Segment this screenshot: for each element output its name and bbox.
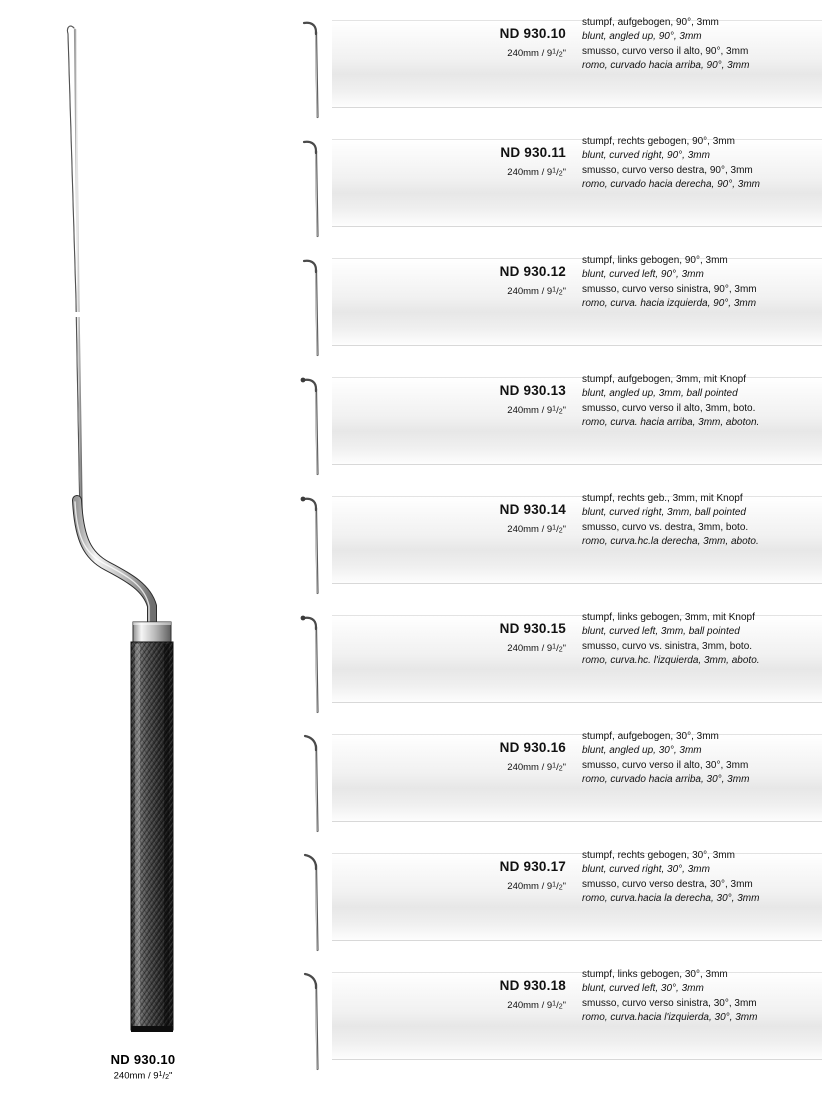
product-length: $240mm / 9^1/2$" xyxy=(507,762,566,773)
product-description xyxy=(582,611,812,669)
catalog-row xyxy=(286,361,826,492)
description-de: stumpf, links gebogen, 30°, 3mm xyxy=(582,969,728,980)
product-description xyxy=(582,730,812,788)
description-es: romo, curva.hc.la derecha, 3mm, aboto. xyxy=(582,536,759,548)
product-code: ND 930.10 xyxy=(499,26,566,41)
hero-instrument-drawing xyxy=(0,0,286,1101)
description-es: romo, curvado hacia arriba, 90°, 3mm xyxy=(582,60,750,72)
description-es: romo, curva. hacia izquierda, 90°, 3mm xyxy=(582,298,757,310)
description-de: stumpf, rechts geb., 3mm, mit Knopf xyxy=(582,493,743,504)
product-description xyxy=(582,968,812,1026)
description-en: blunt, curved left, 90°, 3mm xyxy=(582,269,704,281)
catalog-row xyxy=(286,837,826,968)
catalog-list xyxy=(286,0,826,1101)
product-description xyxy=(582,492,812,550)
description-it: smusso, curvo verso il alto, 90°, 3mm xyxy=(582,45,749,57)
hero-code: ND 930.10 xyxy=(110,1052,176,1067)
description-en: blunt, curved right, 3mm, ball pointed xyxy=(582,507,746,519)
product-code: ND 930.17 xyxy=(499,859,566,874)
product-description xyxy=(582,373,812,431)
catalog-row xyxy=(286,718,826,849)
product-code: ND 930.15 xyxy=(499,621,566,636)
description-it: smusso, curvo verso sinistra, 90°, 3mm xyxy=(582,283,757,295)
product-description xyxy=(582,135,812,193)
description-it: smusso, curvo verso sinistra, 30°, 3mm xyxy=(582,997,757,1009)
description-de: stumpf, aufgebogen, 3mm, mit Knopf xyxy=(582,374,746,385)
hero-instrument-figure xyxy=(0,0,286,1101)
description-en: blunt, curved left, 3mm, ball pointed xyxy=(582,626,740,638)
description-es: romo, curvado hacia arriba, 30°, 3mm xyxy=(582,774,750,786)
hero-caption xyxy=(0,1052,286,1084)
catalog-row xyxy=(286,242,826,373)
product-description xyxy=(582,849,812,907)
description-it: smusso, curvo verso destra, 90°, 3mm xyxy=(582,164,753,176)
description-de: stumpf, aufgebogen, 30°, 3mm xyxy=(582,731,719,742)
description-it: smusso, curvo verso il alto, 30°, 3mm xyxy=(582,759,749,771)
description-de: stumpf, aufgebogen, 90°, 3mm xyxy=(582,17,719,28)
description-it: smusso, curvo verso il alto, 3mm, boto. xyxy=(582,402,756,414)
product-length: $240mm / 9^1/2$" xyxy=(507,167,566,178)
catalog-row xyxy=(286,599,826,730)
description-en: blunt, curved right, 30°, 3mm xyxy=(582,864,710,876)
catalog-row xyxy=(286,4,826,135)
product-code: ND 930.14 xyxy=(499,502,566,517)
description-it: smusso, curvo vs. sinistra, 3mm, boto. xyxy=(582,640,753,652)
product-description xyxy=(582,254,812,312)
product-length: $240mm / 9^1/2$" xyxy=(507,405,566,416)
catalog-row xyxy=(286,956,826,1087)
description-de: stumpf, rechts gebogen, 90°, 3mm xyxy=(582,136,735,147)
description-es: romo, curva.hacia la derecha, 30°, 3mm xyxy=(582,893,760,905)
product-code: ND 930.11 xyxy=(500,145,566,160)
hero-length: $240mm / 9^1/2$" xyxy=(113,1070,173,1082)
product-length: $240mm / 9^1/2$" xyxy=(507,48,566,59)
description-es: romo, curva.hc. l'izquierda, 3mm, aboto. xyxy=(582,655,760,667)
product-code: ND 930.16 xyxy=(499,740,566,755)
description-de: stumpf, links gebogen, 3mm, mit Knopf xyxy=(582,612,755,623)
catalog-row xyxy=(286,480,826,611)
product-length: $240mm / 9^1/2$" xyxy=(507,286,566,297)
product-length: $240mm / 9^1/2$" xyxy=(507,643,566,654)
description-en: blunt, angled up, 30°, 3mm xyxy=(582,745,702,757)
description-en: blunt, angled up, 90°, 3mm xyxy=(582,31,702,43)
product-length: $240mm / 9^1/2$" xyxy=(507,881,566,892)
product-description xyxy=(582,16,812,74)
description-it: smusso, curvo verso destra, 30°, 3mm xyxy=(582,878,753,890)
description-es: romo, curvado hacia derecha, 90°, 3mm xyxy=(582,179,760,191)
description-de: stumpf, links gebogen, 90°, 3mm xyxy=(582,255,728,266)
description-it: smusso, curvo vs. destra, 3mm, boto. xyxy=(582,521,749,533)
product-length: $240mm / 9^1/2$" xyxy=(507,1000,566,1011)
product-length: $240mm / 9^1/2$" xyxy=(507,524,566,535)
description-de: stumpf, rechts gebogen, 30°, 3mm xyxy=(582,850,735,861)
product-code: ND 930.13 xyxy=(499,383,566,398)
product-code: ND 930.18 xyxy=(499,978,566,993)
description-es: romo, curva.hacia l'izquierda, 30°, 3mm xyxy=(582,1012,758,1024)
description-en: blunt, curved left, 30°, 3mm xyxy=(582,983,704,995)
description-en: blunt, curved right, 90°, 3mm xyxy=(582,150,710,162)
description-en: blunt, angled up, 3mm, ball pointed xyxy=(582,388,738,400)
product-code: ND 930.12 xyxy=(499,264,566,279)
description-es: romo, curva. hacia arriba, 3mm, aboton. xyxy=(582,417,760,429)
catalog-row xyxy=(286,123,826,254)
